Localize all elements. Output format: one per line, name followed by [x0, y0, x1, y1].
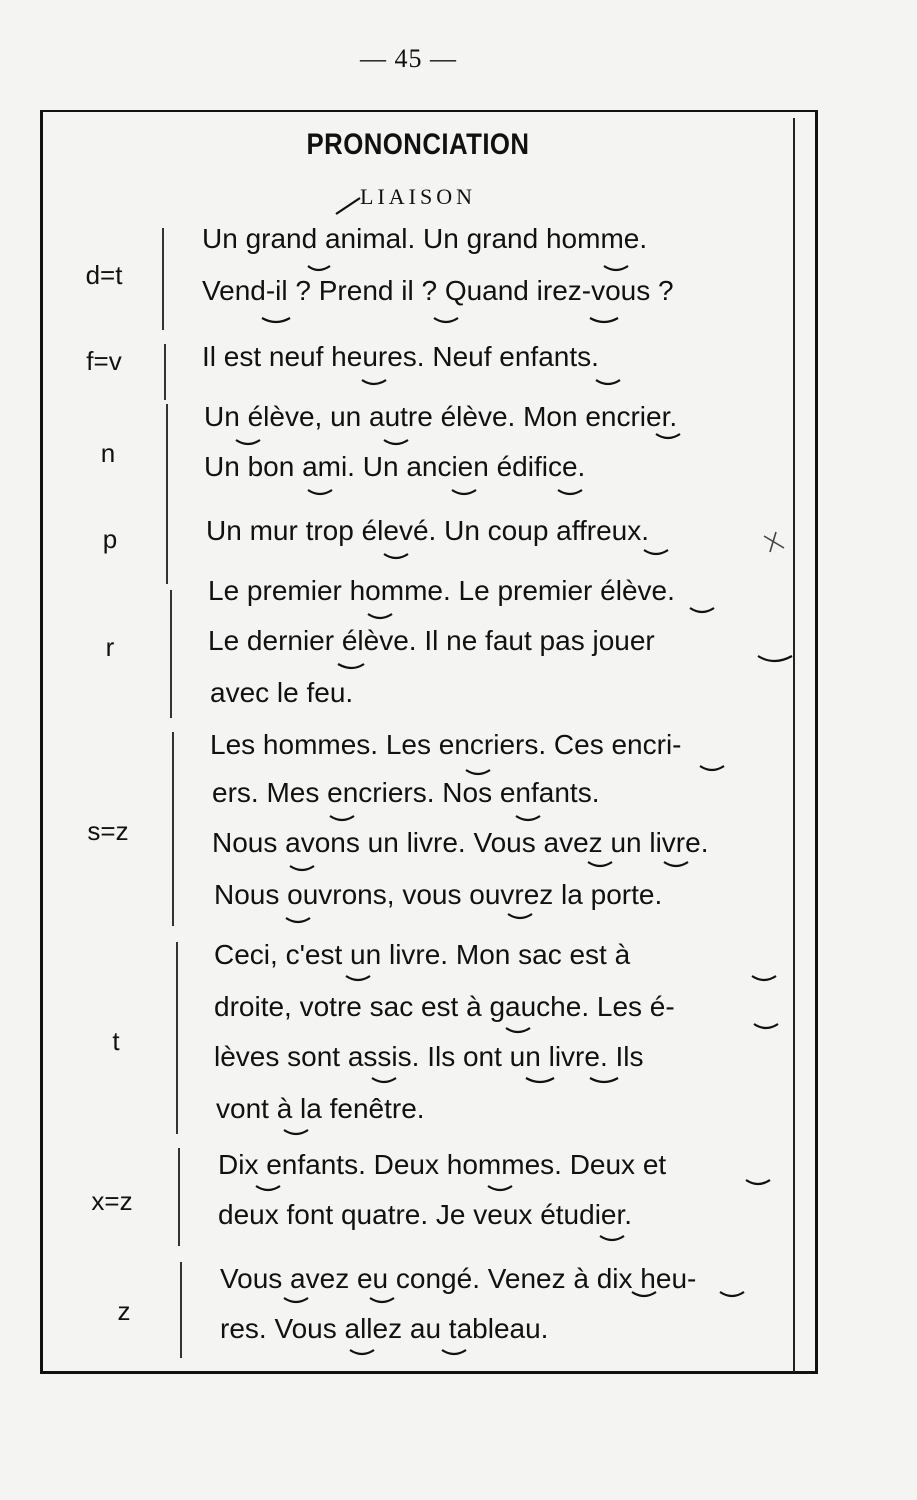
column-divider: [178, 1148, 180, 1246]
example-line: Vous avez eu congé. Venez à dix heu-: [220, 1263, 697, 1294]
page-number: — 45 —: [360, 44, 457, 73]
rule-label: z: [117, 1296, 131, 1326]
example-line: Il est neuf heures. Neuf enfants.: [202, 341, 599, 372]
example-line: Ceci, c'est un livre. Mon sac est à: [214, 939, 631, 970]
rule-label: s=z: [87, 816, 129, 846]
column-divider: [172, 732, 174, 926]
rule-label: x=z: [91, 1186, 133, 1216]
example-line: Dix enfants. Deux hommes. Deux et: [218, 1149, 667, 1180]
example-line: Un bon ami. Un ancien édifice.: [204, 451, 586, 482]
page-title: PRONONCIATION: [306, 128, 530, 161]
example-line: res. Vous allez au tableau.: [220, 1313, 549, 1344]
example-line: vont à la fenêtre.: [216, 1093, 425, 1124]
rule-label: d=t: [85, 260, 123, 290]
section-subtitle: LIAISON: [360, 184, 476, 209]
rule-label: p: [102, 524, 118, 554]
example-line: Le premier homme. Le premier élève.: [208, 575, 675, 606]
example-line: Un élève, un autre élève. Mon encrier.: [204, 401, 678, 432]
column-divider: [170, 590, 172, 718]
column-divider: [164, 344, 166, 400]
rule-label: n: [100, 438, 116, 468]
example-line: Les hommes. Les encriers. Ces encri-: [210, 729, 682, 760]
rule-label: t: [112, 1026, 120, 1056]
example-line: Vend-il ? Prend il ? Quand irez-vous ?: [202, 275, 674, 306]
example-line: Le dernier élève. Il ne faut pas jouer: [208, 625, 655, 656]
column-divider: [166, 404, 168, 584]
example-line: lèves sont assis. Ils ont un livre. Ils: [214, 1041, 644, 1072]
rule-label: r: [105, 632, 115, 662]
rule-label: f=v: [86, 346, 122, 376]
example-line: ers. Mes encriers. Nos enfants.: [212, 777, 600, 808]
example-line: avec le feu.: [210, 677, 354, 708]
column-divider: [176, 942, 178, 1134]
example-line: deux font quatre. Je veux étudier.: [218, 1199, 633, 1230]
example-line: Nous ouvrons, vous ouvrez la porte.: [214, 879, 663, 910]
example-line: Un mur trop élevé. Un coup affreux.: [206, 515, 650, 546]
frame-right-rule: [793, 118, 795, 1372]
example-line: Un grand animal. Un grand homme.: [202, 223, 648, 254]
example-line: droite, votre sac est à gauche. Les é-: [214, 991, 675, 1022]
example-line: Nous avons un livre. Vous avez un livre.: [212, 827, 709, 858]
